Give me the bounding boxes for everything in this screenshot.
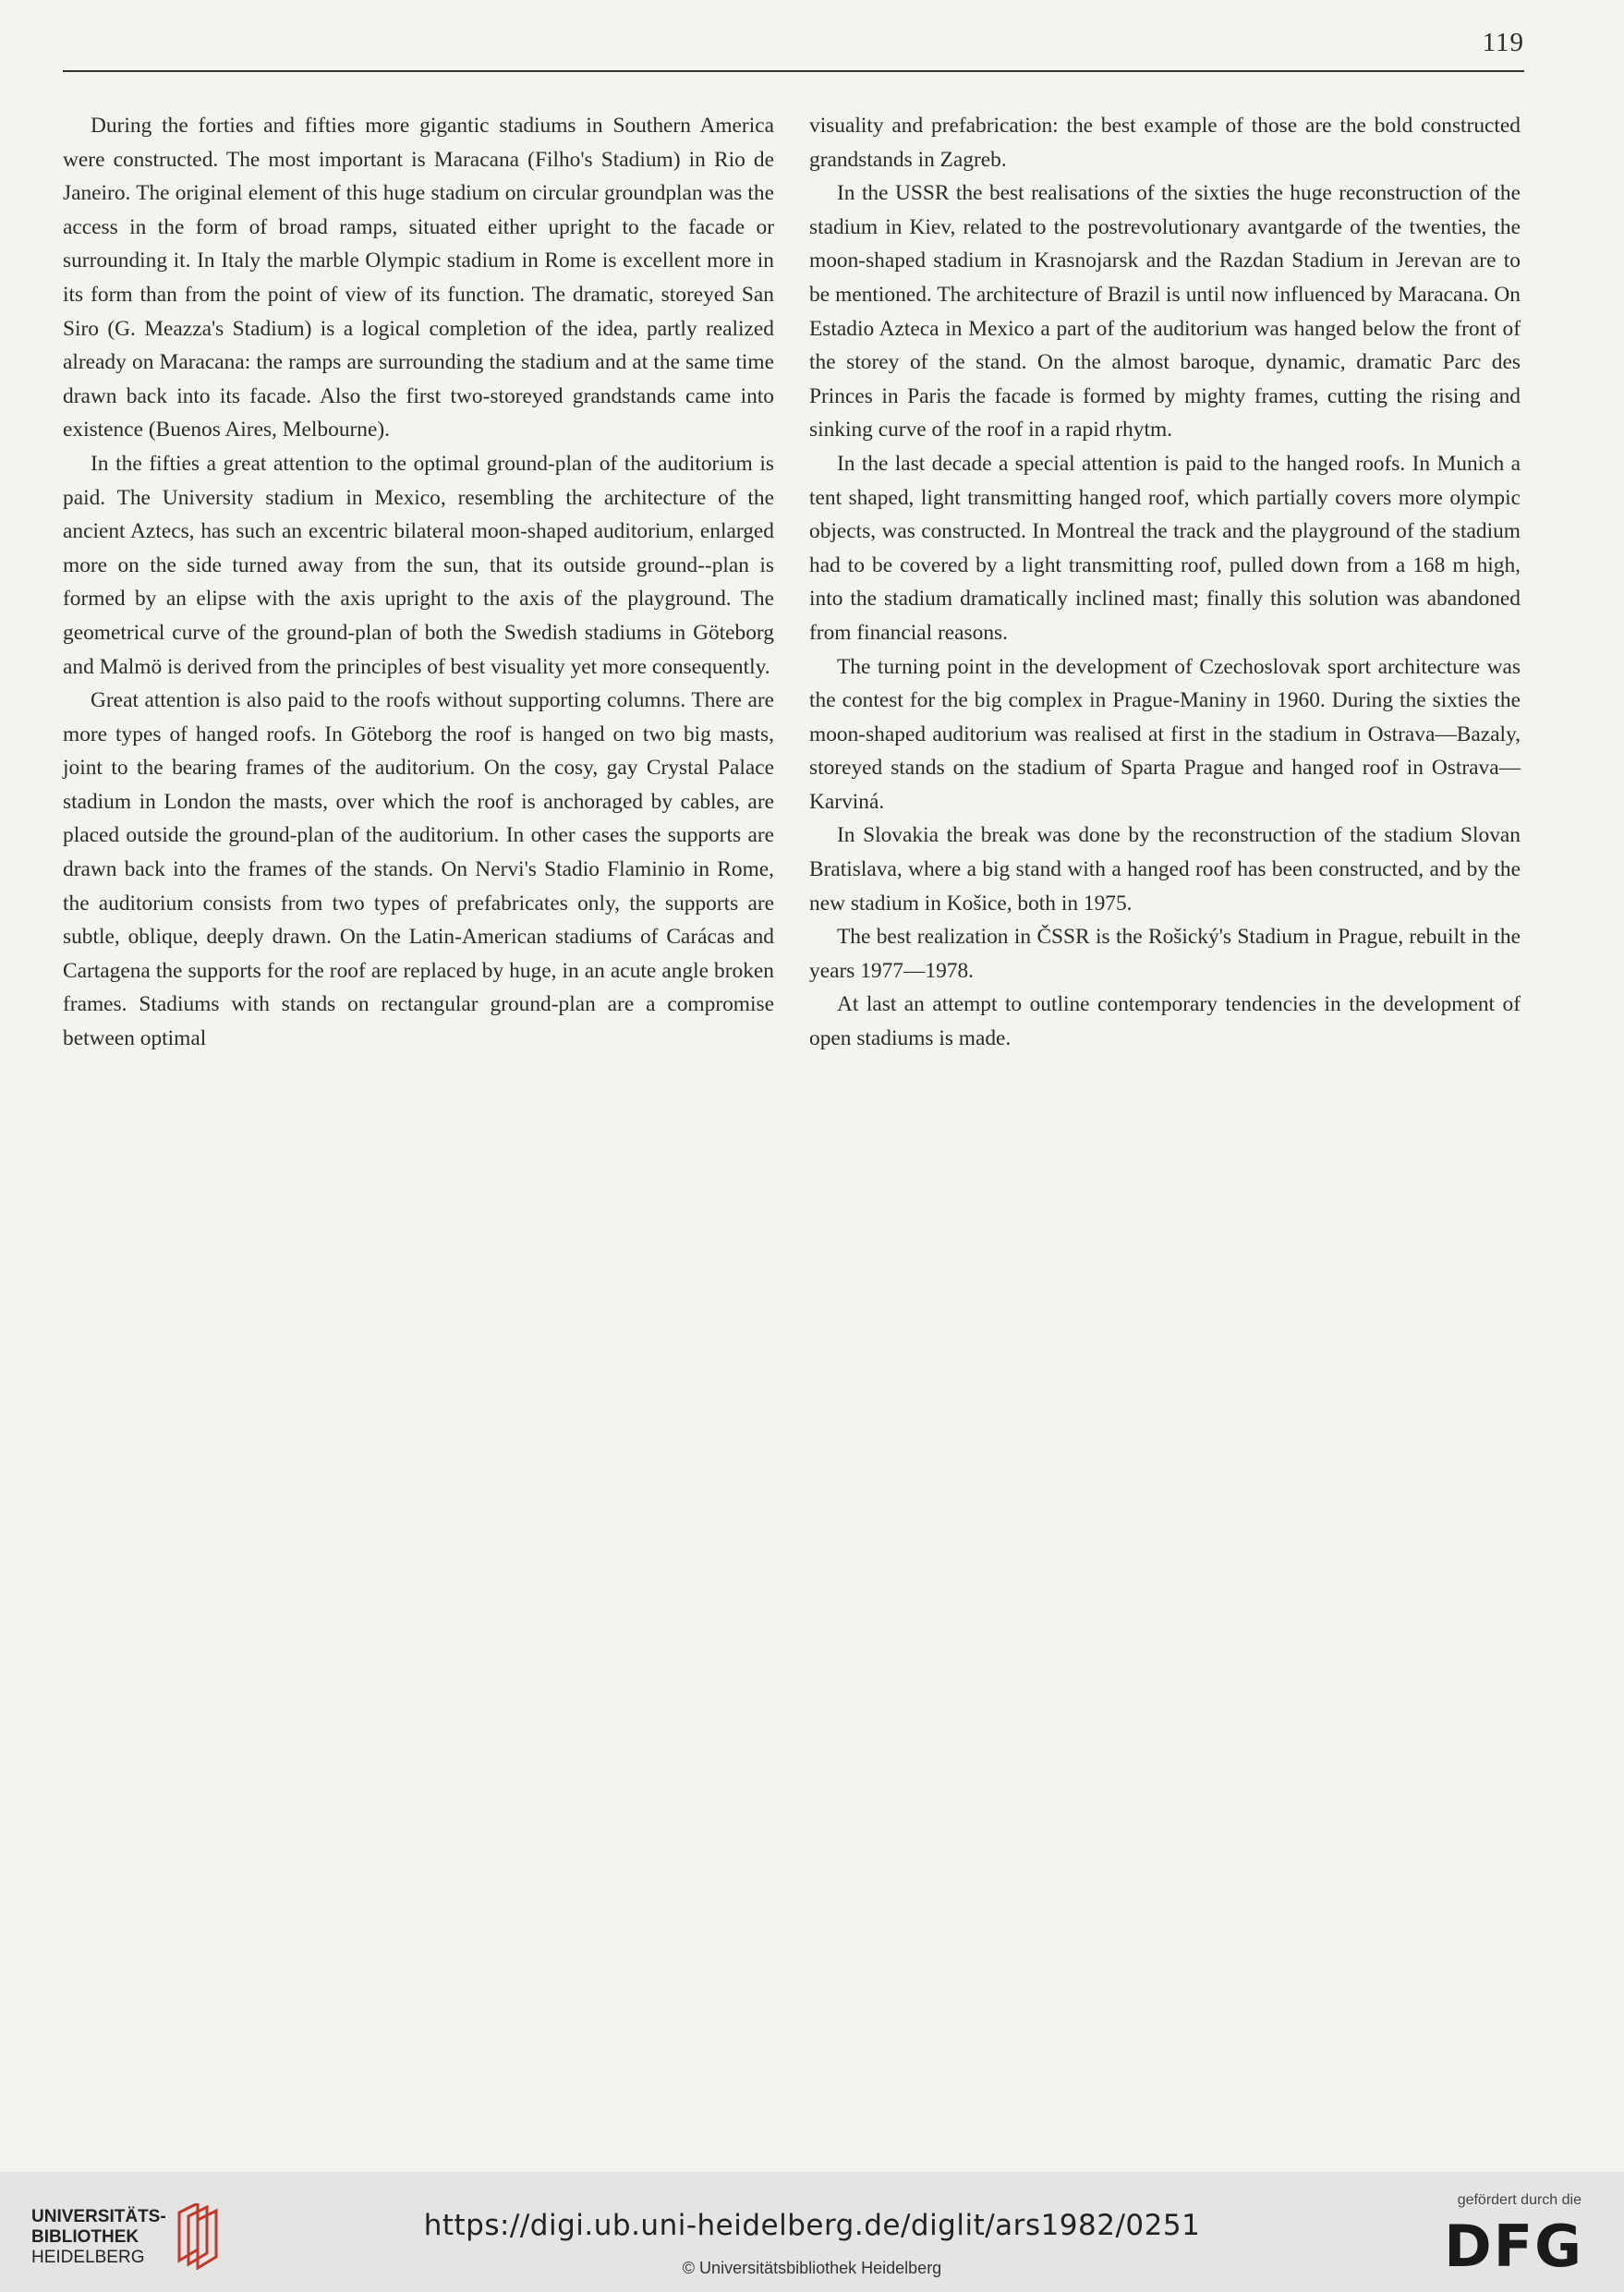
paragraph: In the fifties a great attention to the optimal ground-plan of the auditorium is paid. The University stadium in Mexico, resembling the architecture of the ancient Aztecs, has such an excentric bilateral moon-shaped auditorium, enlarged more on the side turned away from the sun, that its outside ground--plan is formed by an elipse with the axis upright to the axis of the playground. The geometrical curve of the ground-plan of both the Swedish stadiums in Göteborg and Malmö is derived from the principles of best visuality yet more consequently. [63,451,774,679]
paragraph: In the last decade a special attention is paid to the hanged roofs. In Munich a tent shaped, light transmitting hanged roof, which partially covers more olympic objects, was constructed. In Montreal the track and the playground of the stadium had to be covered by a light transmitting roof, pulled down from a 168 m high, into the stadium dramatically inclined mast; finally this solution was abandoned from financial reasons. [809,451,1521,645]
paragraph: visuality and prefabrication: the best example of those are the bold constructed grandstands in Zagreb. [809,114,1521,172]
document-url[interactable]: https://digi.ub.uni-heidelberg.de/diglit/ars1982/0251 [423,2209,1201,2242]
header-rule [63,70,1524,72]
funder-label: gefördert durch die [1457,2192,1582,2208]
library-line-1: UNIVERSITÄTS- [31,2207,166,2226]
dfg-logo[interactable]: DFG [1444,2213,1583,2280]
footer-bar [0,2172,1624,2292]
library-line-3: HEIDELBERG [31,2248,145,2267]
paragraph: The best realization in ČSSR is the Rošický's Stadium in Prague, rebuilt in the years 1977—1978. [809,925,1521,983]
paragraph: Great attention is also paid to the roofs without supporting columns. There are more types of hanged roofs. In Göteborg the roof is hanged on two big masts, joint to the bearing frames of the auditorium. On the cosy, gay Crystal Palace stadium in London the masts, over which the roof is anchoraged by cables, are placed outside the ground-plan of the auditorium. In other cases the supports are drawn back into the frames of the stands. On Nervi's Stadio Flaminio in Rome, the auditorium consists from two types of prefabricates only, the supports are subtle, oblique, deeply drawn. On the Latin-American stadiums of Carácas and Cartagena the supports for the roof are replaced by huge, in an acute angle broken frames. Stadiums with stands on rectangular ground-plan are a compromise between optimal [63,688,774,1051]
paragraph: The turning point in the development of Czechoslovak sport architecture was the contest for the big complex in Prague-Maniny in 1960. During the sixties the moon-shaped auditorium was realised at first in the stadium in Ostrava—Bazaly, storeyed stands on the stadium of Sparta Prague and hanged roof in Ostrava—Karviná. [809,654,1521,814]
paragraph: At last an attempt to outline contemporary tendencies in the development of open stadiums is made. [809,992,1521,1051]
paragraph: In the USSR the best realisations of the sixties the huge reconstruction of the stadium in Kiev, related to the postrevolutionary avantgarde of the twenties, the moon-shaped stadium in Krasnojarsk and the Razdan Stadium in Jerevan are to be mentioned. The architecture of Brazil is until now influenced by Maracana. On Estadio Azteca in Mexico a part of the auditorium was hanged below the front of the storey of the stand. On the almost baroque, dynamic, dramatic Parc des Princes in Paris the facade is formed by mighty frames, cutting the rising and sinking curve of the roof in a rapid rhytm. [809,181,1521,443]
paragraph: During the forties and fifties more gigantic stadiums in Southern America were constructed. The most important is Maracana (Filho's Stadium) in Rio de Janeiro. The original element of this huge stadium on circular groundplan was the access in the form of broad ramps, situated either upright to the facade or surrounding it. In Italy the marble Olympic stadium in Rome is excellent more in its form than from the point of view of its function. The dramatic, storeyed San Siro (G. Meazza's Stadium) is a logical completion of the idea, partly realized already on Maracana: the ramps are surrounding the stadium and at the same time drawn back into its facade. Also the first two-storeyed grandstands came into existence (Buenos Aires, Melbourne). [63,114,774,443]
left-column [63,109,774,1056]
right-column [809,109,1521,1056]
paragraph: In Slovakia the break was done by the reconstruction of the stadium Slovan Bratislava, where a big stand with a hanged roof has been constructed, and by the new stadium in Košice, both in 1975. [809,823,1521,916]
page-number: 119 [1482,28,1524,57]
copyright-notice: © Universitätsbibliothek Heidelberg [682,2259,942,2277]
library-line-2: BIBLIOTHEK [31,2227,139,2247]
